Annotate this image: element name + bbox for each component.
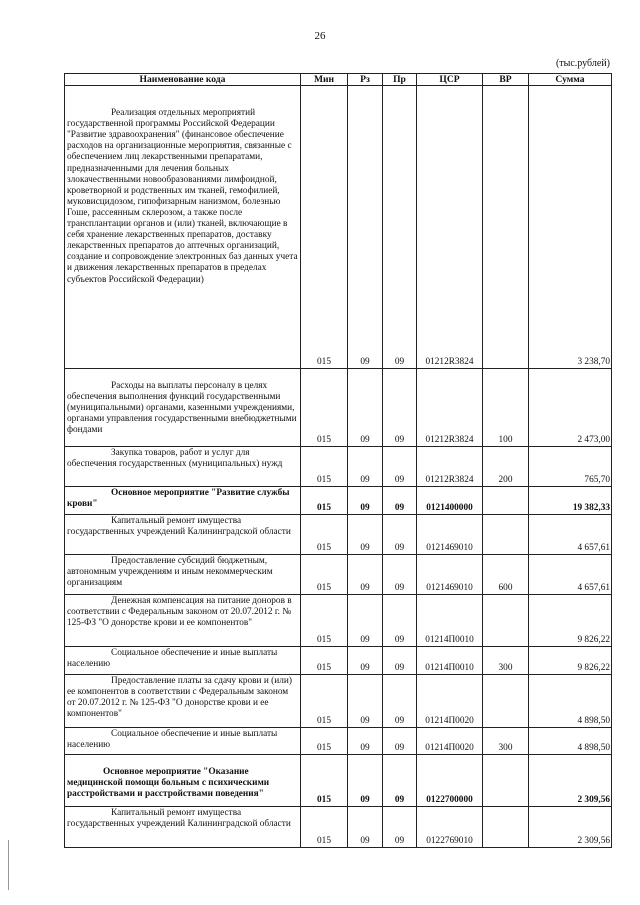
row-name: Капитальный ремонт имущества государственных учреждений Калининградской области — [65, 515, 301, 555]
row-sum: 4 657,61 — [529, 515, 612, 555]
row-pr: 09 — [383, 555, 417, 595]
header-name: Наименование кода — [65, 74, 301, 86]
table-row — [65, 647, 612, 675]
row-vr — [483, 675, 529, 728]
row-sum: 4 657,61 — [529, 555, 612, 595]
table-row — [65, 675, 612, 728]
row-pr: 09 — [383, 647, 417, 675]
row-pr: 09 — [383, 86, 417, 369]
table-header-row — [65, 74, 612, 86]
budget-table — [64, 73, 612, 848]
header-csr: ЦСР — [417, 74, 483, 86]
row-min: 015 — [301, 675, 348, 728]
row-pr: 09 — [383, 515, 417, 555]
row-sum: 4 898,50 — [529, 728, 612, 755]
table-row — [65, 728, 612, 755]
row-rz: 09 — [348, 86, 383, 369]
row-sum: 765,70 — [529, 447, 612, 487]
table-row — [65, 447, 612, 487]
row-vr: 200 — [483, 447, 529, 487]
row-min: 015 — [301, 595, 348, 647]
row-min: 015 — [301, 487, 348, 515]
row-csr: 01214П0020 — [417, 675, 483, 728]
row-rz: 09 — [348, 807, 383, 848]
row-rz: 09 — [348, 555, 383, 595]
row-name: Денежная компенсация на питание доноров в соответствии с Федеральным законом от 20.07.2012 г. № 125-ФЗ "О донорстве крови и ее компонентов" — [65, 595, 301, 647]
row-rz: 09 — [348, 755, 383, 807]
table-row — [65, 369, 612, 447]
row-name: Капитальный ремонт имущества государственных учреждений Калининградской области — [65, 807, 301, 848]
row-vr: 300 — [483, 647, 529, 675]
row-sum: 4 898,50 — [529, 675, 612, 728]
row-csr: 0121469010 — [417, 555, 483, 595]
row-min: 015 — [301, 728, 348, 755]
row-vr — [483, 487, 529, 515]
header-vr: ВР — [483, 74, 529, 86]
row-min: 015 — [301, 555, 348, 595]
header-rz: Рз — [348, 74, 383, 86]
header-pr: Пр — [383, 74, 417, 86]
row-min: 015 — [301, 86, 348, 369]
row-name: Реализация отдельных мероприятий государственной программы Российской Федерации "Развитие здравоохранения" (финансовое обеспечение расходов на организационные мероприятия, связанные с обеспечением лиц лекарственными препаратами, предназначенными для лечения больных злокачественными новообразованиями лимфоидной, кроветворной и родственных им тканей, гемофилией, муковисцидозом, гипофизарным нанизмом, болезнью Гоше, рассеянным склерозом, а также после трансплантации органов и (или) тканей, включающие в себя хранение лекарственных препаратов, доставку лекарственных препаратов до аптечных организаций, создание и сопровождение электронных баз данных учета и движения лекарственных препаратов в пределах субъектов Российской Федерации) — [65, 86, 301, 369]
row-name: Предоставление платы за сдачу крови и (или) ее компонентов в соответствии с Федеральным законом от 20.07.2012 г. № 125-ФЗ "О донорстве крови и ее компонентов" — [65, 675, 301, 728]
row-sum: 9 826,22 — [529, 595, 612, 647]
header-sum: Сумма — [529, 74, 612, 86]
row-name: Основное мероприятие "Оказание медицинской помощи больным с психическими расстройствами и расстройствами поведения" — [65, 755, 301, 807]
row-min: 015 — [301, 647, 348, 675]
row-pr: 09 — [383, 595, 417, 647]
row-vr: 100 — [483, 369, 529, 447]
row-pr: 09 — [383, 487, 417, 515]
row-pr: 09 — [383, 807, 417, 848]
table-row — [65, 807, 612, 848]
row-rz: 09 — [348, 369, 383, 447]
table-row — [65, 515, 612, 555]
row-pr: 09 — [383, 675, 417, 728]
row-csr: 0122769010 — [417, 807, 483, 848]
page-number: 26 — [314, 30, 326, 42]
row-name: Предоставление субсидий бюджетным, автономным учреждениям и иным некоммерческим организациям — [65, 555, 301, 595]
row-min: 015 — [301, 755, 348, 807]
row-min: 015 — [301, 447, 348, 487]
row-rz: 09 — [348, 647, 383, 675]
row-rz: 09 — [348, 515, 383, 555]
row-rz: 09 — [348, 487, 383, 515]
row-csr: 01212R3824 — [417, 86, 483, 369]
table-row — [65, 755, 612, 807]
row-min: 015 — [301, 369, 348, 447]
row-sum: 9 826,22 — [529, 647, 612, 675]
row-pr: 09 — [383, 369, 417, 447]
scan-margin-mark — [8, 840, 9, 890]
row-rz: 09 — [348, 595, 383, 647]
row-pr: 09 — [383, 447, 417, 487]
row-rz: 09 — [348, 447, 383, 487]
row-vr — [483, 755, 529, 807]
row-min: 015 — [301, 515, 348, 555]
row-pr: 09 — [383, 755, 417, 807]
row-vr — [483, 515, 529, 555]
row-sum: 19 382,33 — [529, 487, 612, 515]
row-pr: 09 — [383, 728, 417, 755]
row-csr: 01214П0020 — [417, 728, 483, 755]
row-rz: 09 — [348, 675, 383, 728]
row-vr — [483, 86, 529, 369]
row-csr: 0122700000 — [417, 755, 483, 807]
row-sum: 2 309,56 — [529, 755, 612, 807]
row-name: Социальное обеспечение и иные выплаты населению — [65, 647, 301, 675]
row-csr: 0121469010 — [417, 515, 483, 555]
row-vr — [483, 595, 529, 647]
row-csr: 01212R3824 — [417, 369, 483, 447]
row-csr: 01214П0010 — [417, 595, 483, 647]
row-name: Социальное обеспечение и иные выплаты населению — [65, 728, 301, 755]
table-row — [65, 487, 612, 515]
row-csr: 01212R3824 — [417, 447, 483, 487]
row-sum: 2 473,00 — [529, 369, 612, 447]
row-sum: 3 238,70 — [529, 86, 612, 369]
row-sum: 2 309,56 — [529, 807, 612, 848]
units-label: (тыс.рублей) — [555, 58, 610, 69]
row-name: Расходы на выплаты персоналу в целях обеспечения выполнения функций государственными (муниципальными) органами, казенными учреждениями, органами управления государственными внебюджетными фондами — [65, 369, 301, 447]
row-rz: 09 — [348, 728, 383, 755]
header-min: Мин — [301, 74, 348, 86]
row-csr: 01214П0010 — [417, 647, 483, 675]
table-row — [65, 595, 612, 647]
row-vr — [483, 807, 529, 848]
table-row — [65, 86, 612, 369]
row-min: 015 — [301, 807, 348, 848]
row-vr: 600 — [483, 555, 529, 595]
row-name: Основное мероприятие "Развитие службы крови" — [65, 487, 301, 515]
row-csr: 0121400000 — [417, 487, 483, 515]
row-name: Закупка товаров, работ и услуг для обеспечения государственных (муниципальных) нужд — [65, 447, 301, 487]
table-row — [65, 555, 612, 595]
row-vr: 300 — [483, 728, 529, 755]
